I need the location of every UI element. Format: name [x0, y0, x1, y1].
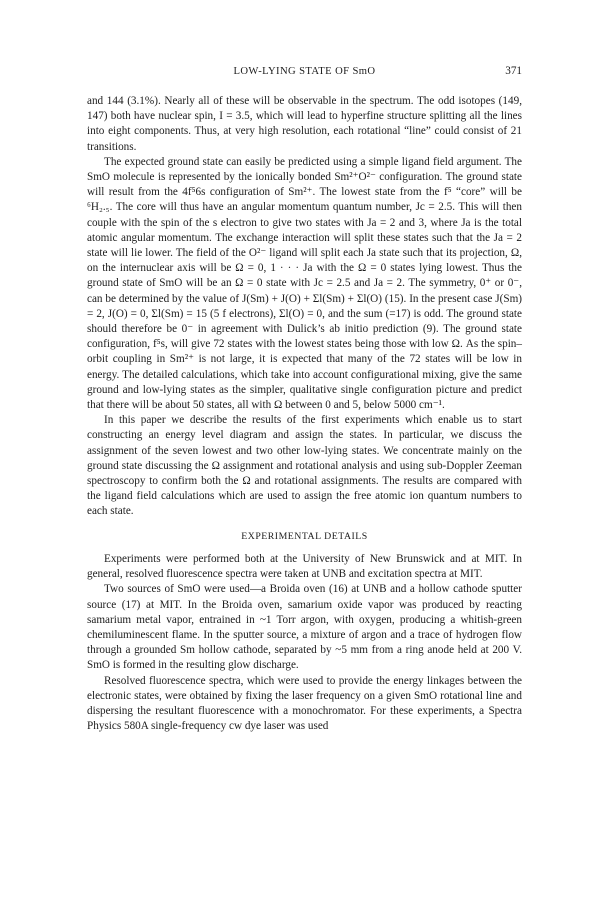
- running-title: LOW-LYING STATE OF SmO: [233, 66, 376, 77]
- body-paragraph-smo-sources: Two sources of SmO were used—a Broida oven (16) at UNB and a hollow cathode sputter source (17) at MIT. In the Broida oven, samarium oxide vapor was produced by reacting samarium metal vapor, entrained in ~1 Torr argon, with oxygen, producing a whitish-green chemiluminescent flame. In the sputter source, a mixture of argon and a trace of hydrogen flow through a grounded Sm hollow cathode, separated by ~5 mm from a ring anode held at 200 V. SmO is formed in the resulting glow discharge.: [87, 583, 522, 672]
- body-paragraph-fluorescence: Resolved fluorescence spectra, which were used to provide the energy linkages between the electronic states, were obtained by fixing the laser frequency on a given SmO rotational line and dispersing the resultant fluorescence with a monochromator. For these experiments, a Spectra Physics 580A single-frequency cw dye laser was used: [87, 674, 522, 733]
- running-header: [87, 64, 522, 82]
- body-paragraph-continuation: and 144 (3.1%). Nearly all of these will be observable in the spectrum. The odd isotopes (149, 147) both have nuclear spin, I = 3.5, which will lead to hyperfine structure splitting all the lines into eight components. Thus, at very high resolution, each rotational “line” could consist of 21 transitions.: [87, 95, 522, 153]
- body-paragraph-ground-state: The expected ground state can easily be predicted using a simple ligand field argument. The SmO molecule is represented by the ionically bonded Sm²⁺O²⁻ configuration. The ground state will result from the 4f⁵6s configuration of Sm²⁺. The lowest state from the f⁵ “core” will be ⁶H₂.₅. The core will thus have an angular momentum quantum number, Jc = 2.5. This will then couple with the spin of the s electron to give two states with Ja = 2 and 3, where Ja is the total atomic angular momentum. The exchange interaction will split these states such that the Ja = 2 state will lie lower. The field of the O²⁻ ligand will split each Ja state such that its projection, Ω, on the internuclear axis will be Ω = 0, 1 · · · Ja with the Ω = 0 states lying lowest. Thus the ground state of SmO will be an Ω = 0 state with Jc = 2.5 and Ja = 2. The symmetry, 0⁺ or 0⁻, can be determined by the value of J(Sm) + J(O) + Σl(Sm) + Σl(O) (15). In the present case J(Sm) = 2, J(O) = 0, Σl(Sm) = 15 (5 f electrons), Σl(O) = 0, and the sum (=17) is odd. The ground state should therefore be 0⁻ in agreement with Dulick’s ab initio prediction (9). The ground state configuration, f⁵s, will give 72 states with the lowest states being those with low Ω. As the spin–orbit coupling in Sm²⁺ is not large, it is expected that many of the 72 states will be low in energy. The detailed calculations, which take into account configurational mixing, give the same ground and low-lying states as the simpler, qualitative single configuration picture and predict that there will be about 50 states, all with Ω between 0 and 5, below 5000 cm⁻¹.: [87, 155, 522, 412]
- section-heading: EXPERIMENTAL DETAILS: [241, 530, 368, 542]
- body-paragraph-experiment-sites: Experiments were performed both at the University of New Brunswick and at MIT. In general, resolved fluorescence spectra were taken at UNB and excitation spectra at MIT.: [87, 552, 522, 581]
- page-number: 371: [505, 65, 522, 77]
- body-paragraph-paper-summary: In this paper we describe the results of the first experiments which enable us to start constructing an energy level diagram and assign the states. In particular, we discuss the assignment of the seven lowest and two other low-lying states. We concentrate mainly on the ground state discussing the Ω assignment and rotational analysis and using sub-Doppler Zeeman spectroscopy to confirm both the Ω and rotational assignments. The results are compared with the ligand field calculations which are used to assign the free atomic ion quantum numbers to each state.: [87, 414, 522, 518]
